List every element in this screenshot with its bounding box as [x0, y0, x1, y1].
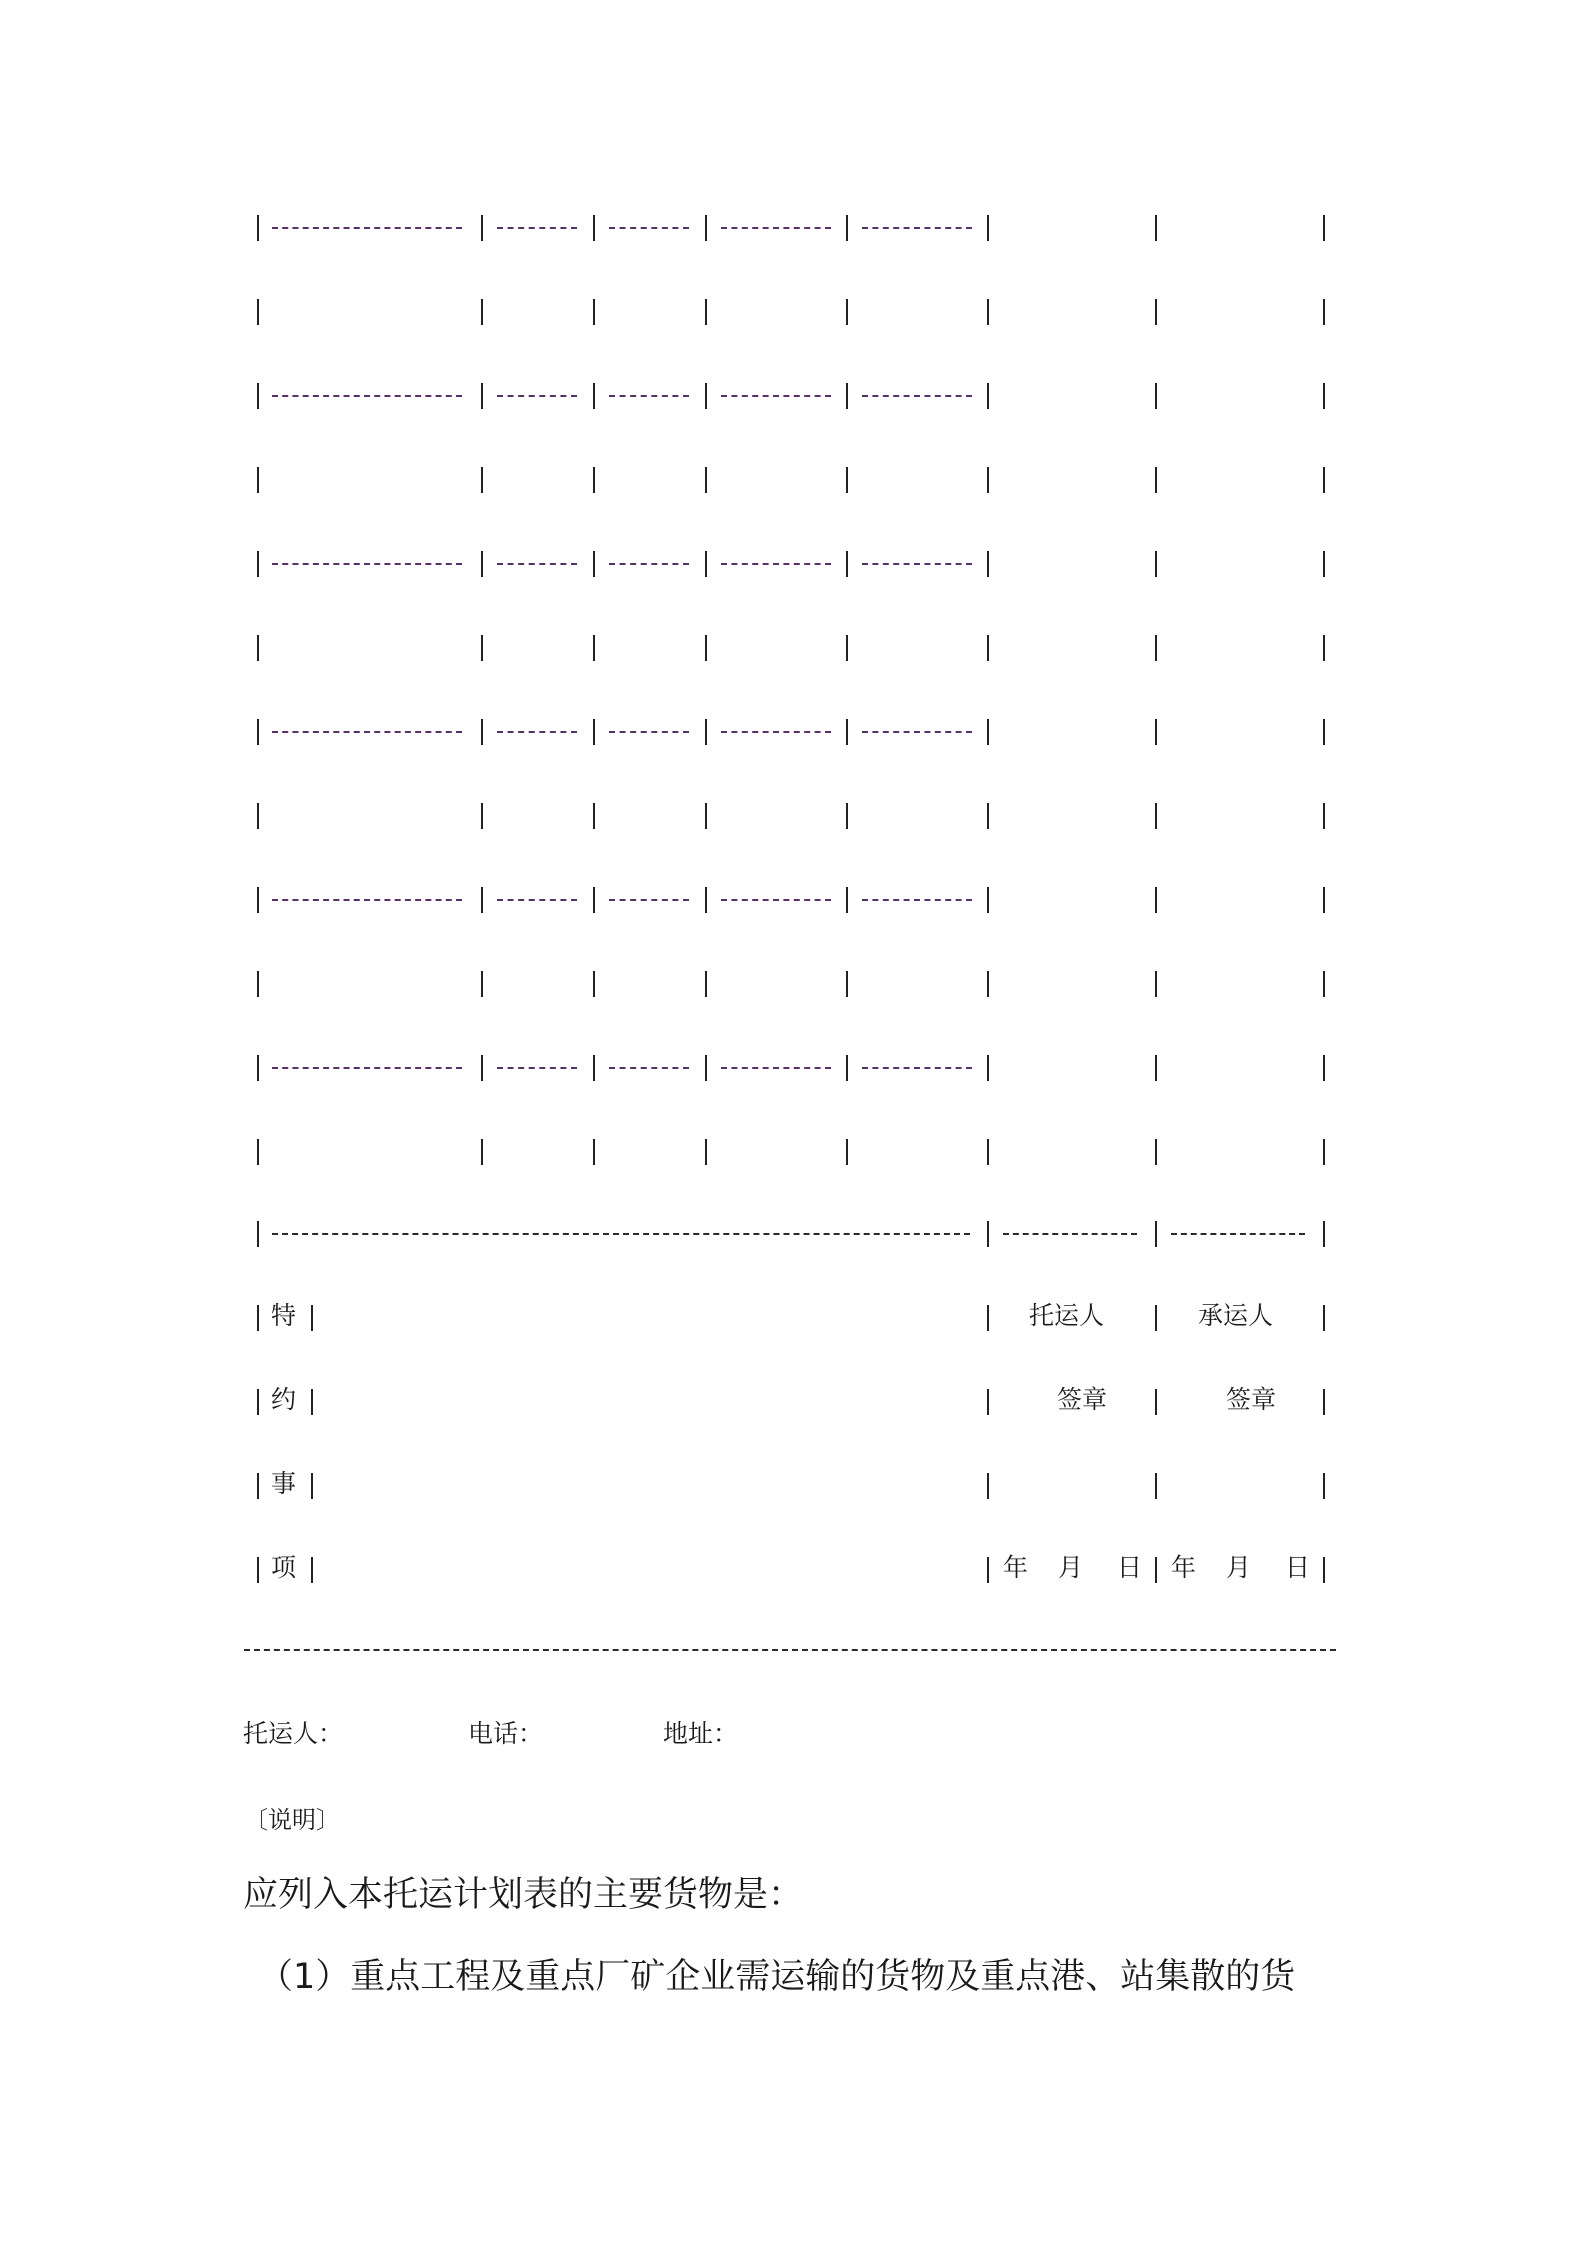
column-border: [311, 1305, 313, 1331]
column-border: [257, 635, 259, 661]
column-border: [481, 635, 483, 661]
special-terms-char: 项: [271, 1553, 297, 1582]
dashed-rule: [272, 227, 462, 229]
column-border: [846, 1055, 848, 1081]
column-border: [1155, 1139, 1157, 1165]
column-border: [257, 215, 259, 241]
column-border: [1155, 1473, 1157, 1499]
column-border: [311, 1389, 313, 1415]
column-border: [846, 803, 848, 829]
column-border: [481, 215, 483, 241]
column-border: [1155, 1305, 1157, 1331]
dashed-rule: [721, 227, 831, 229]
dashed-rule: [862, 899, 972, 901]
column-border: [846, 1139, 848, 1165]
table-row: [0, 626, 1586, 666]
column-border: [593, 215, 595, 241]
column-border: [481, 971, 483, 997]
column-border: [705, 1055, 707, 1081]
column-border: [1155, 1389, 1157, 1415]
dashed-rule: [721, 899, 831, 901]
column-border: [987, 551, 989, 577]
column-border: [846, 215, 848, 241]
column-border: [987, 635, 989, 661]
column-border: [257, 1389, 259, 1415]
column-border: [1155, 887, 1157, 913]
column-border: [593, 467, 595, 493]
column-border: [257, 551, 259, 577]
column-border: [1155, 1557, 1157, 1583]
column-border: [1323, 1055, 1325, 1081]
column-border: [987, 719, 989, 745]
contact-address-label: 地址：: [663, 1719, 739, 1748]
column-border: [1155, 383, 1157, 409]
dashed-rule: [272, 731, 462, 733]
dashed-rule: [497, 899, 577, 901]
column-border: [311, 1473, 313, 1499]
column-border: [705, 635, 707, 661]
column-border: [1155, 467, 1157, 493]
dashed-rule: [609, 395, 689, 397]
column-border: [1155, 299, 1157, 325]
column-border: [257, 383, 259, 409]
column-border: [481, 1055, 483, 1081]
column-border: [987, 803, 989, 829]
column-border: [1155, 719, 1157, 745]
column-border: [846, 299, 848, 325]
table-row: [0, 290, 1586, 330]
column-border: [987, 1055, 989, 1081]
carrier-seal-label: 签章: [1226, 1385, 1277, 1414]
column-border: [257, 467, 259, 493]
carrier-date-year: 年: [1171, 1553, 1197, 1582]
table-row: [0, 962, 1586, 1002]
column-border: [1323, 719, 1325, 745]
column-border: [481, 887, 483, 913]
dashed-rule: [721, 563, 831, 565]
carrier-date-month: 月: [1226, 1553, 1252, 1582]
column-border: [593, 635, 595, 661]
column-border: [705, 299, 707, 325]
column-border: [257, 1473, 259, 1499]
note-label: 〔说明〕: [244, 1806, 340, 1834]
special-terms-char: 特: [271, 1301, 297, 1330]
column-border: [705, 719, 707, 745]
column-border: [257, 1557, 259, 1583]
table-row: [0, 542, 1586, 582]
column-border: [593, 719, 595, 745]
dashed-rule: [497, 731, 577, 733]
column-border: [987, 1139, 989, 1165]
column-border: [1323, 1139, 1325, 1165]
column-border: [846, 635, 848, 661]
dashed-rule: [721, 1067, 831, 1069]
column-border: [481, 551, 483, 577]
column-border: [1323, 1557, 1325, 1583]
special-terms-row: [0, 1380, 1586, 1420]
dashed-rule: [609, 899, 689, 901]
column-border: [987, 1389, 989, 1415]
paragraph-intro: 应列入本托运计划表的主要货物是：: [243, 1875, 804, 1915]
column-border: [1155, 551, 1157, 577]
column-border: [1323, 971, 1325, 997]
column-border: [705, 215, 707, 241]
table-row: [0, 206, 1586, 246]
column-border: [846, 887, 848, 913]
column-border: [987, 887, 989, 913]
column-border: [987, 1557, 989, 1583]
column-border: [1323, 1473, 1325, 1499]
dashed-rule: [862, 563, 972, 565]
table-divider-row: [0, 1212, 1586, 1252]
column-border: [705, 803, 707, 829]
column-border: [593, 887, 595, 913]
shipper-date-year: 年: [1003, 1553, 1029, 1582]
dashed-rule: [272, 1067, 462, 1069]
dashed-rule: [862, 731, 972, 733]
dashed-rule: [497, 227, 577, 229]
column-border: [1323, 551, 1325, 577]
dashed-rule: [862, 227, 972, 229]
column-border: [705, 383, 707, 409]
column-border: [1155, 635, 1157, 661]
column-border: [593, 971, 595, 997]
column-border: [846, 551, 848, 577]
column-border: [1323, 215, 1325, 241]
dashed-rule: [272, 563, 462, 565]
special-terms-row: [0, 1464, 1586, 1504]
table-row: [0, 374, 1586, 414]
column-border: [705, 887, 707, 913]
special-terms-row: [0, 1548, 1586, 1588]
column-border: [481, 1139, 483, 1165]
carrier-label: 承运人: [1198, 1301, 1274, 1330]
paragraph-item-1: （1）重点工程及重点厂矿企业需运输的货物及重点港、站集散的货: [258, 1957, 1296, 1997]
column-border: [1323, 635, 1325, 661]
column-border: [987, 1473, 989, 1499]
column-border: [846, 971, 848, 997]
column-border: [846, 719, 848, 745]
column-border: [1323, 467, 1325, 493]
column-border: [593, 551, 595, 577]
dashed-rule: [862, 395, 972, 397]
dashed-rule: [497, 563, 577, 565]
dashed-rule: [609, 1067, 689, 1069]
column-border: [593, 1055, 595, 1081]
shipper-date-month: 月: [1058, 1553, 1084, 1582]
column-border: [593, 383, 595, 409]
column-border: [311, 1557, 313, 1583]
column-border: [1323, 1305, 1325, 1331]
column-border: [481, 803, 483, 829]
column-border: [257, 971, 259, 997]
column-border: [705, 551, 707, 577]
column-border: [1155, 215, 1157, 241]
dashed-rule: [497, 1067, 577, 1069]
column-border: [481, 467, 483, 493]
column-border: [1155, 971, 1157, 997]
special-terms-char: 约: [271, 1385, 297, 1414]
table-row: [0, 878, 1586, 918]
table-row: [0, 710, 1586, 750]
dashed-rule: [721, 395, 831, 397]
dashed-rule: [272, 395, 462, 397]
table-row: [0, 1130, 1586, 1170]
column-border: [481, 383, 483, 409]
column-border: [987, 299, 989, 325]
dashed-rule: [609, 227, 689, 229]
table-row: [0, 1046, 1586, 1086]
table-row: [0, 458, 1586, 498]
dashed-rule: [272, 899, 462, 901]
column-border: [987, 215, 989, 241]
dashed-rule: [862, 1067, 972, 1069]
dashed-rule: [609, 731, 689, 733]
column-border: [481, 299, 483, 325]
column-border: [481, 719, 483, 745]
column-border: [987, 971, 989, 997]
column-border: [257, 1139, 259, 1165]
column-border: [257, 1055, 259, 1081]
shipper-seal-label: 签章: [1057, 1385, 1108, 1414]
column-border: [257, 719, 259, 745]
column-border: [987, 383, 989, 409]
dashed-rule: [609, 563, 689, 565]
column-border: [705, 467, 707, 493]
table-row: [0, 794, 1586, 834]
column-border: [705, 971, 707, 997]
carrier-date-day: 日: [1285, 1553, 1311, 1582]
contact-shipper-label: 托运人：: [243, 1719, 344, 1748]
shipper-label: 托运人: [1029, 1301, 1105, 1330]
column-border: [1323, 1389, 1325, 1415]
column-border: [846, 467, 848, 493]
column-border: [1323, 299, 1325, 325]
shipper-date-day: 日: [1117, 1553, 1143, 1582]
column-border: [593, 299, 595, 325]
column-border: [257, 1305, 259, 1331]
dashed-rule: [721, 731, 831, 733]
column-border: [987, 467, 989, 493]
column-border: [1323, 383, 1325, 409]
column-border: [987, 1305, 989, 1331]
column-border: [593, 1139, 595, 1165]
special-terms-char: 事: [271, 1469, 297, 1498]
column-border: [846, 383, 848, 409]
column-border: [705, 1139, 707, 1165]
column-border: [1155, 1055, 1157, 1081]
column-border: [1323, 887, 1325, 913]
dashed-rule: [497, 395, 577, 397]
section-separator: [244, 1649, 1336, 1651]
column-border: [257, 299, 259, 325]
column-border: [1155, 803, 1157, 829]
column-border: [257, 887, 259, 913]
contact-phone-label: 电话：: [468, 1719, 544, 1748]
special-terms-row: [0, 1296, 1586, 1336]
column-border: [593, 803, 595, 829]
column-border: [257, 803, 259, 829]
column-border: [1323, 803, 1325, 829]
